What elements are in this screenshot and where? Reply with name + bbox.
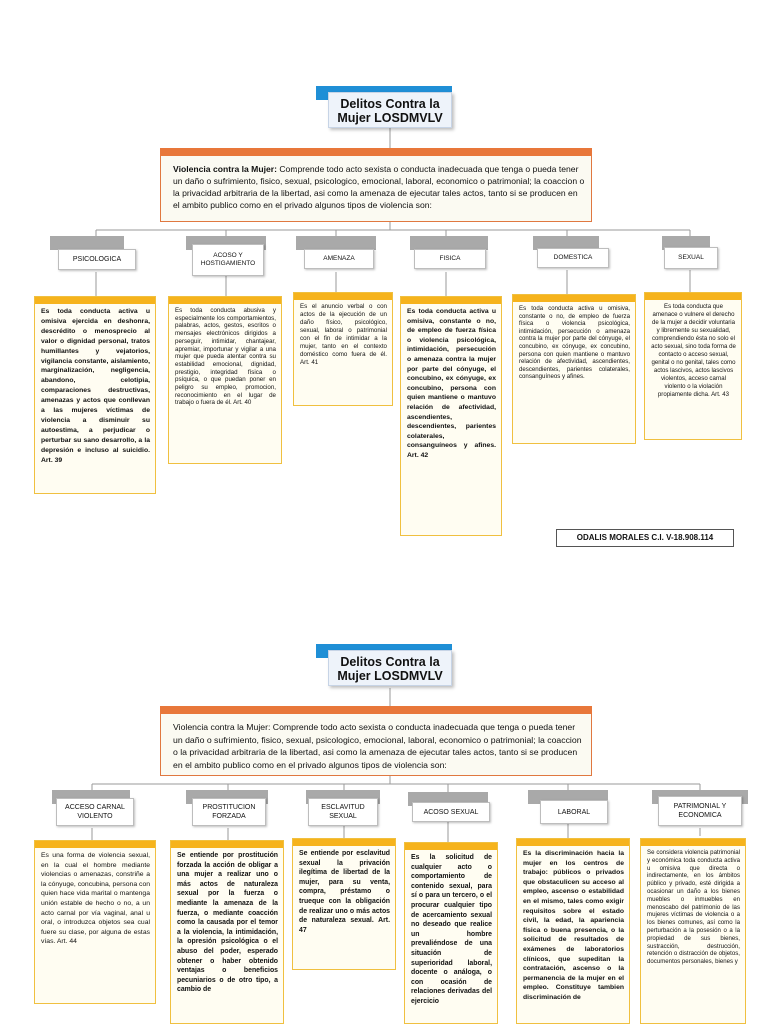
description-text: Es toda conducta activa u omisiva, constante o no, de empleo de fuerza física o violencia psicológica, intimidación, persecución o amenaza contra la mujer por parte del cónyuge, el concubino, ex cónyuge, ex concubino, persona con quien mantiene o mantuvo relación de afectividad, ascendientes, descendientes, parientes colaterales, consanguíneos y afines. [519, 305, 630, 381]
description-text: Es el anuncio verbal o con actos de la ejecución de un daño físico, psicológico, sexual, laboral o patrimonial con el fin de intimidar a la mujer, tanto en el contexto doméstico como fuera de él. Art. 41 [300, 303, 387, 366]
description-accent [404, 842, 498, 850]
description-text: Es la solicitud de cualquier acto o comportamiento de contenido sexual, para sí o para un tercero, o el procurar cualquier tipo de acercamiento sexual no deseado que realice un hombre prevaliéndose de una situación de superioridad laboral, docente o análoga, o con ocasión de relaciones derivadas del ejercicio [411, 854, 492, 1005]
description-psicologica [34, 296, 156, 494]
description-prostitucion [170, 840, 284, 1024]
description-accent [34, 840, 156, 848]
description-accent [400, 296, 502, 304]
description-text: Se considera violencia patrimonial y económica toda conducta activa u omisiva que directa o indirectamente, en los ámbitos público y privado, esté dirigida a ocasionar un daño a los bienes muebles o inmuebles en menoscabo del patrimonio de las mujeres víctimas de violencia o a los bienes comunes, así como la perturbación a la posesión o a la propiedad de sus bienes, sustracción, destrucción, retención o distracción de objetos, documentos personales, bienes y [647, 849, 740, 966]
description-text: Se entiende por esclavitud sexual la privación ilegítima de libertad de la mujer, para su venta, compra, préstamo o trueque con la obligación de realizar uno o más actos de naturaleza sexual. Art. 47 [299, 850, 390, 934]
category-psicologica: PSICOLOGICA [58, 249, 136, 270]
category-prostitucion: PROSTITUCION FORZADA [192, 798, 266, 826]
description-text: Es toda conducta abusiva y especialmente los comportamientos, palabras, actos, gestos, escritos o mensajes electrónicos dirigidos a perseguir, intimidar, chantajear, apremiar, importunar y vigilar a una mujer que pueda atentar contra su estabilidad emocional, dignidad, prestigio, integridad física o psíquica, o que puedan poner en peligro su empleo, promocion, reconocimiento en el lugar de trabajo o fuera de él. Art. 40 [175, 307, 276, 407]
description-text: Es toda conducta activa u omisiva ejercida en deshonra, descrédito o menosprecio al valor o dignidad personal, tratos humillantes y vejatorios, vigilancia constante, aislamiento, marginalización, negligencia, abandono, celotipia, comparaciones destructivas, amenazas y actos que conllevan a las mujeres víctimas de violencia a disminuir su autoestima, a perjudicar o perturbar su sano desarrollo, a la depresión e incluso al suicidio. Art. 39 [41, 308, 150, 464]
description-accent [516, 838, 630, 846]
description-sexual [644, 292, 742, 440]
description-esclavitud [292, 838, 396, 970]
description-accent [512, 294, 636, 302]
description-accent [34, 296, 156, 304]
concept-map-2 [0, 560, 768, 1024]
description-text: Es la discriminación hacia la mujer en los centros de trabajo: públicos o privados que obstaculicen su acceso al empleo, ascenso o estabilidad en el mismo, tales como exigir requisitos sobre el estado civil, la edad, la apariencia física o buena presencia, o la solicitud de resultados de exámenes de laboratorios clínicos, que supeditan la contratación, ascenso o la permanencia de la mujer en el empleo. Constituye tambien discriminación de [523, 850, 624, 1001]
description-acceso-carnal [34, 840, 156, 1004]
category-tab [296, 236, 376, 250]
description-accent [292, 838, 396, 846]
description-patrimonial [640, 838, 746, 1024]
description-amenaza [293, 292, 393, 406]
category-laboral: LABORAL [540, 800, 608, 824]
description-accent [293, 292, 393, 300]
description-laboral [516, 838, 630, 1024]
definition-box [160, 706, 592, 776]
description-text: Es toda conducta activa u omisiva, constante o no, de empleo de fuerza física o violencia psicológica, intimidación, persecución o amenaza contra la mujer por parte del cónyuge, el concubino, ex cónyuge, ex concubino, persona con quien mantiene o mantuvo relación de afectividad, ascendientes, descendientes, parientes colaterales, consanguíneos y afines. Art. 42 [407, 308, 496, 459]
category-patrimonial: PATRIMONIAL Y ECONOMICA [658, 796, 742, 826]
definition-heading: Violencia contra la Mujer: [173, 164, 277, 174]
category-tab [50, 236, 124, 250]
description-accent [640, 838, 746, 846]
category-acoso-sexual: ACOSO SEXUAL [412, 802, 490, 822]
map-title: Delitos Contra la Mujer LOSDMVLV [328, 650, 452, 686]
description-accent [170, 840, 284, 848]
description-text: Es una forma de violencia sexual, en la cual el hombre mediante violencias o amenazas, constriñe a la cónyuge, concubina, persona con quien hace vida marital o mantenga unión estable de hecho o no, a un acto carnal por vía vaginal, anal u oral, o introduzca objetos sea cual fuere su clase, por alguna de estas vías. Art. 44 [41, 852, 150, 946]
map-title: Delitos Contra la Mujer LOSDMVLV [328, 92, 452, 128]
category-acoso-hostigamiento: ACOSO Y HOSTIGAMIENTO [192, 244, 264, 276]
category-sexual: SEXUAL [664, 247, 718, 269]
description-domestica [512, 294, 636, 444]
definition-text: Comprende todo acto sexista o conducta inadecuada que tenga o pueda tener un daño o sufrimiento, fisico, sexual, psicologico, emocional, laboral, economico o patrimonial; la coaccion o la privacidad arbitraria de la libertad, asi como la amenaza de ejecutar tales actos, tanto si se producen en el ambito publico como en el privado algunos tipos de violencia son: [173, 164, 585, 210]
definition-box [160, 148, 592, 222]
category-acceso-carnal: ACCESO CARNAL VIOLENTO [56, 798, 134, 826]
definition-accent [160, 148, 592, 156]
description-accent [168, 296, 282, 304]
description-accent [644, 292, 742, 300]
category-fisica: FISICA [414, 249, 486, 269]
author-label: ODALIS MORALES C.I. V-18.908.114 [556, 529, 734, 547]
definition-accent [160, 706, 592, 714]
description-fisica [400, 296, 502, 536]
category-domestica: DOMESTICA [537, 248, 609, 268]
category-esclavitud: ESCLAVITUD SEXUAL [308, 798, 378, 826]
category-amenaza: AMENAZA [304, 249, 374, 269]
definition-text: Violencia contra la Mujer: Comprende todo acto sexista o conducta inadecuada que tenga o pueda tener un daño o sufrimiento, fisico, sexual, psicologico, emocional, laboral, economico o patrimonial; la coaccion o la privacidad arbitraria de la libertad, asi como la amenaza de ejecutar tales actos, tanto si se producen en el ambito publico como en el privado algunos tipos de violencia son: [173, 722, 582, 770]
description-acoso-sexual [404, 842, 498, 1024]
description-text: Se entiende por prostitución forzada la acción de obligar a una mujer a realizar uno o más actos de naturaleza sexual por la fuerza o mediante la amenaza de la fuerza, o mediante coacción como la causada por el temor a la violencia, la intimidación, la opresión psicológica o el abuso del poder, esperado obtener o haber obtenido ventajas o beneficios pecuniarios o de otro tipo, a cambio de [177, 852, 278, 994]
description-acoso-hostigamiento [168, 296, 282, 464]
description-text: Es toda conducta que amenace o vulnere el derecho de la mujer a decidir voluntaria y libremente su sexualidad, comprendiendo ésta no solo el acto sexual, sino toda forma de contacto o acceso sexual, genital o no genital, tales como actos lascivos, actos lascivos violentos, acceso carnal violento o la violación propiamente dicha. Art. 43 [651, 303, 736, 398]
category-tab [410, 236, 488, 250]
